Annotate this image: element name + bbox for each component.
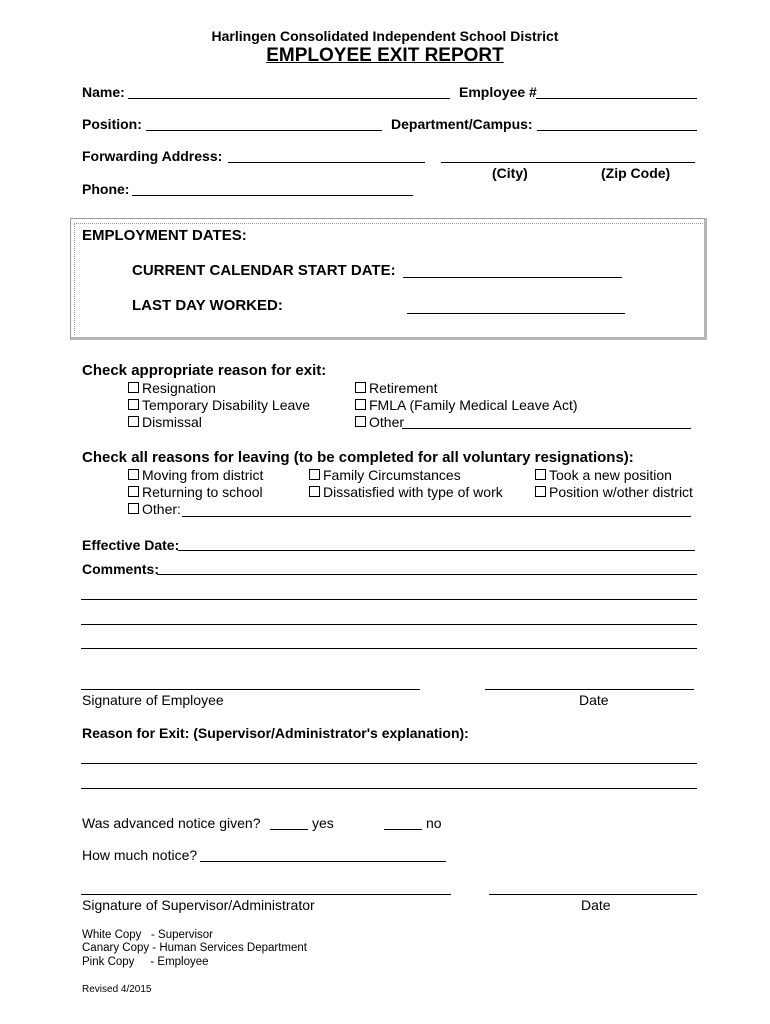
returning-school-checkbox[interactable]: Returning to school bbox=[128, 484, 263, 500]
other-exit-checkbox[interactable]: Other bbox=[355, 414, 404, 430]
city-label: (City) bbox=[492, 165, 528, 181]
city-zip-field[interactable] bbox=[441, 162, 695, 163]
position-field[interactable] bbox=[146, 130, 382, 131]
comments-line-1[interactable] bbox=[157, 574, 697, 575]
employee-date-label: Date bbox=[579, 692, 609, 708]
other-district-checkbox[interactable]: Position w/other district bbox=[535, 484, 693, 500]
last-day-field[interactable] bbox=[407, 313, 625, 314]
employment-dates-heading: EMPLOYMENT DATES: bbox=[82, 227, 247, 244]
comments-line-4[interactable] bbox=[81, 648, 697, 649]
name-label: Name: bbox=[82, 84, 125, 100]
temporary-disability-checkbox[interactable]: Temporary Disability Leave bbox=[128, 397, 310, 413]
supervisor-date-field[interactable] bbox=[489, 894, 697, 895]
reasons-leaving-heading: Check all reasons for leaving (to be completed for all voluntary resignations): bbox=[82, 449, 634, 466]
employee-signature-label: Signature of Employee bbox=[82, 692, 224, 708]
employee-signature-field[interactable] bbox=[81, 689, 420, 690]
notice-question: Was advanced notice given? bbox=[82, 815, 261, 831]
form-title: EMPLOYEE EXIT REPORT bbox=[266, 45, 504, 66]
new-position-checkbox[interactable]: Took a new position bbox=[535, 467, 672, 483]
how-much-notice-label: How much notice? bbox=[82, 847, 198, 863]
last-day-label: LAST DAY WORKED: bbox=[132, 297, 283, 314]
forwarding-address-label: Forwarding Address: bbox=[82, 148, 223, 164]
comments-line-3[interactable] bbox=[81, 624, 697, 625]
zip-label: (Zip Code) bbox=[601, 165, 671, 181]
forwarding-address-field[interactable] bbox=[228, 162, 425, 163]
phone-field[interactable] bbox=[132, 195, 413, 196]
other-leaving-field[interactable] bbox=[182, 516, 691, 517]
name-field[interactable] bbox=[128, 98, 450, 99]
dissatisfied-checkbox[interactable]: Dissatisfied with type of work bbox=[309, 484, 503, 500]
start-date-label: CURRENT CALENDAR START DATE: bbox=[132, 262, 396, 279]
employee-number-label: Employee # bbox=[459, 84, 537, 100]
reason-exit-heading: Check appropriate reason for exit: bbox=[82, 362, 327, 379]
employee-date-field[interactable] bbox=[485, 689, 694, 690]
start-date-field[interactable] bbox=[403, 277, 622, 278]
copy-pink: Pink Copy - Employee bbox=[82, 956, 209, 968]
position-label: Position: bbox=[82, 116, 142, 132]
phone-label: Phone: bbox=[82, 181, 130, 197]
other-leaving-checkbox[interactable]: Other: bbox=[128, 501, 181, 517]
supervisor-date-label: Date bbox=[581, 897, 611, 913]
dismissal-checkbox[interactable]: Dismissal bbox=[128, 414, 202, 430]
department-label: Department/Campus: bbox=[391, 116, 533, 132]
how-much-notice-field[interactable] bbox=[200, 861, 446, 862]
notice-no-label: no bbox=[426, 815, 442, 831]
supervisor-reason-line-2[interactable] bbox=[81, 788, 697, 789]
comments-line-2[interactable] bbox=[81, 599, 697, 600]
moving-checkbox[interactable]: Moving from district bbox=[128, 467, 263, 483]
effective-date-label: Effective Date: bbox=[82, 537, 180, 553]
supervisor-reason-label: Reason for Exit: (Supervisor/Administrator's explanation): bbox=[82, 725, 469, 741]
supervisor-signature-label: Signature of Supervisor/Administrator bbox=[82, 897, 315, 913]
resignation-checkbox[interactable]: Resignation bbox=[128, 380, 216, 396]
copy-canary: Canary Copy - Human Services Department bbox=[82, 942, 307, 954]
district-name: Harlingen Consolidated Independent School District bbox=[211, 28, 559, 44]
revised-date: Revised 4/2015 bbox=[82, 984, 152, 995]
family-circumstances-checkbox[interactable]: Family Circumstances bbox=[309, 467, 461, 483]
fmla-checkbox[interactable]: FMLA (Family Medical Leave Act) bbox=[355, 397, 578, 413]
effective-date-field[interactable] bbox=[178, 550, 695, 551]
employee-number-field[interactable] bbox=[536, 98, 697, 99]
other-exit-field[interactable] bbox=[402, 428, 691, 429]
notice-yes-label: yes bbox=[312, 815, 334, 831]
supervisor-signature-field[interactable] bbox=[81, 894, 451, 895]
comments-label: Comments: bbox=[82, 561, 160, 577]
copy-white: White Copy - Supervisor bbox=[82, 929, 214, 941]
notice-yes-field[interactable] bbox=[270, 829, 308, 830]
retirement-checkbox[interactable]: Retirement bbox=[355, 380, 437, 396]
supervisor-reason-line-1[interactable] bbox=[81, 763, 697, 764]
department-field[interactable] bbox=[537, 130, 697, 131]
notice-no-field[interactable] bbox=[384, 829, 422, 830]
